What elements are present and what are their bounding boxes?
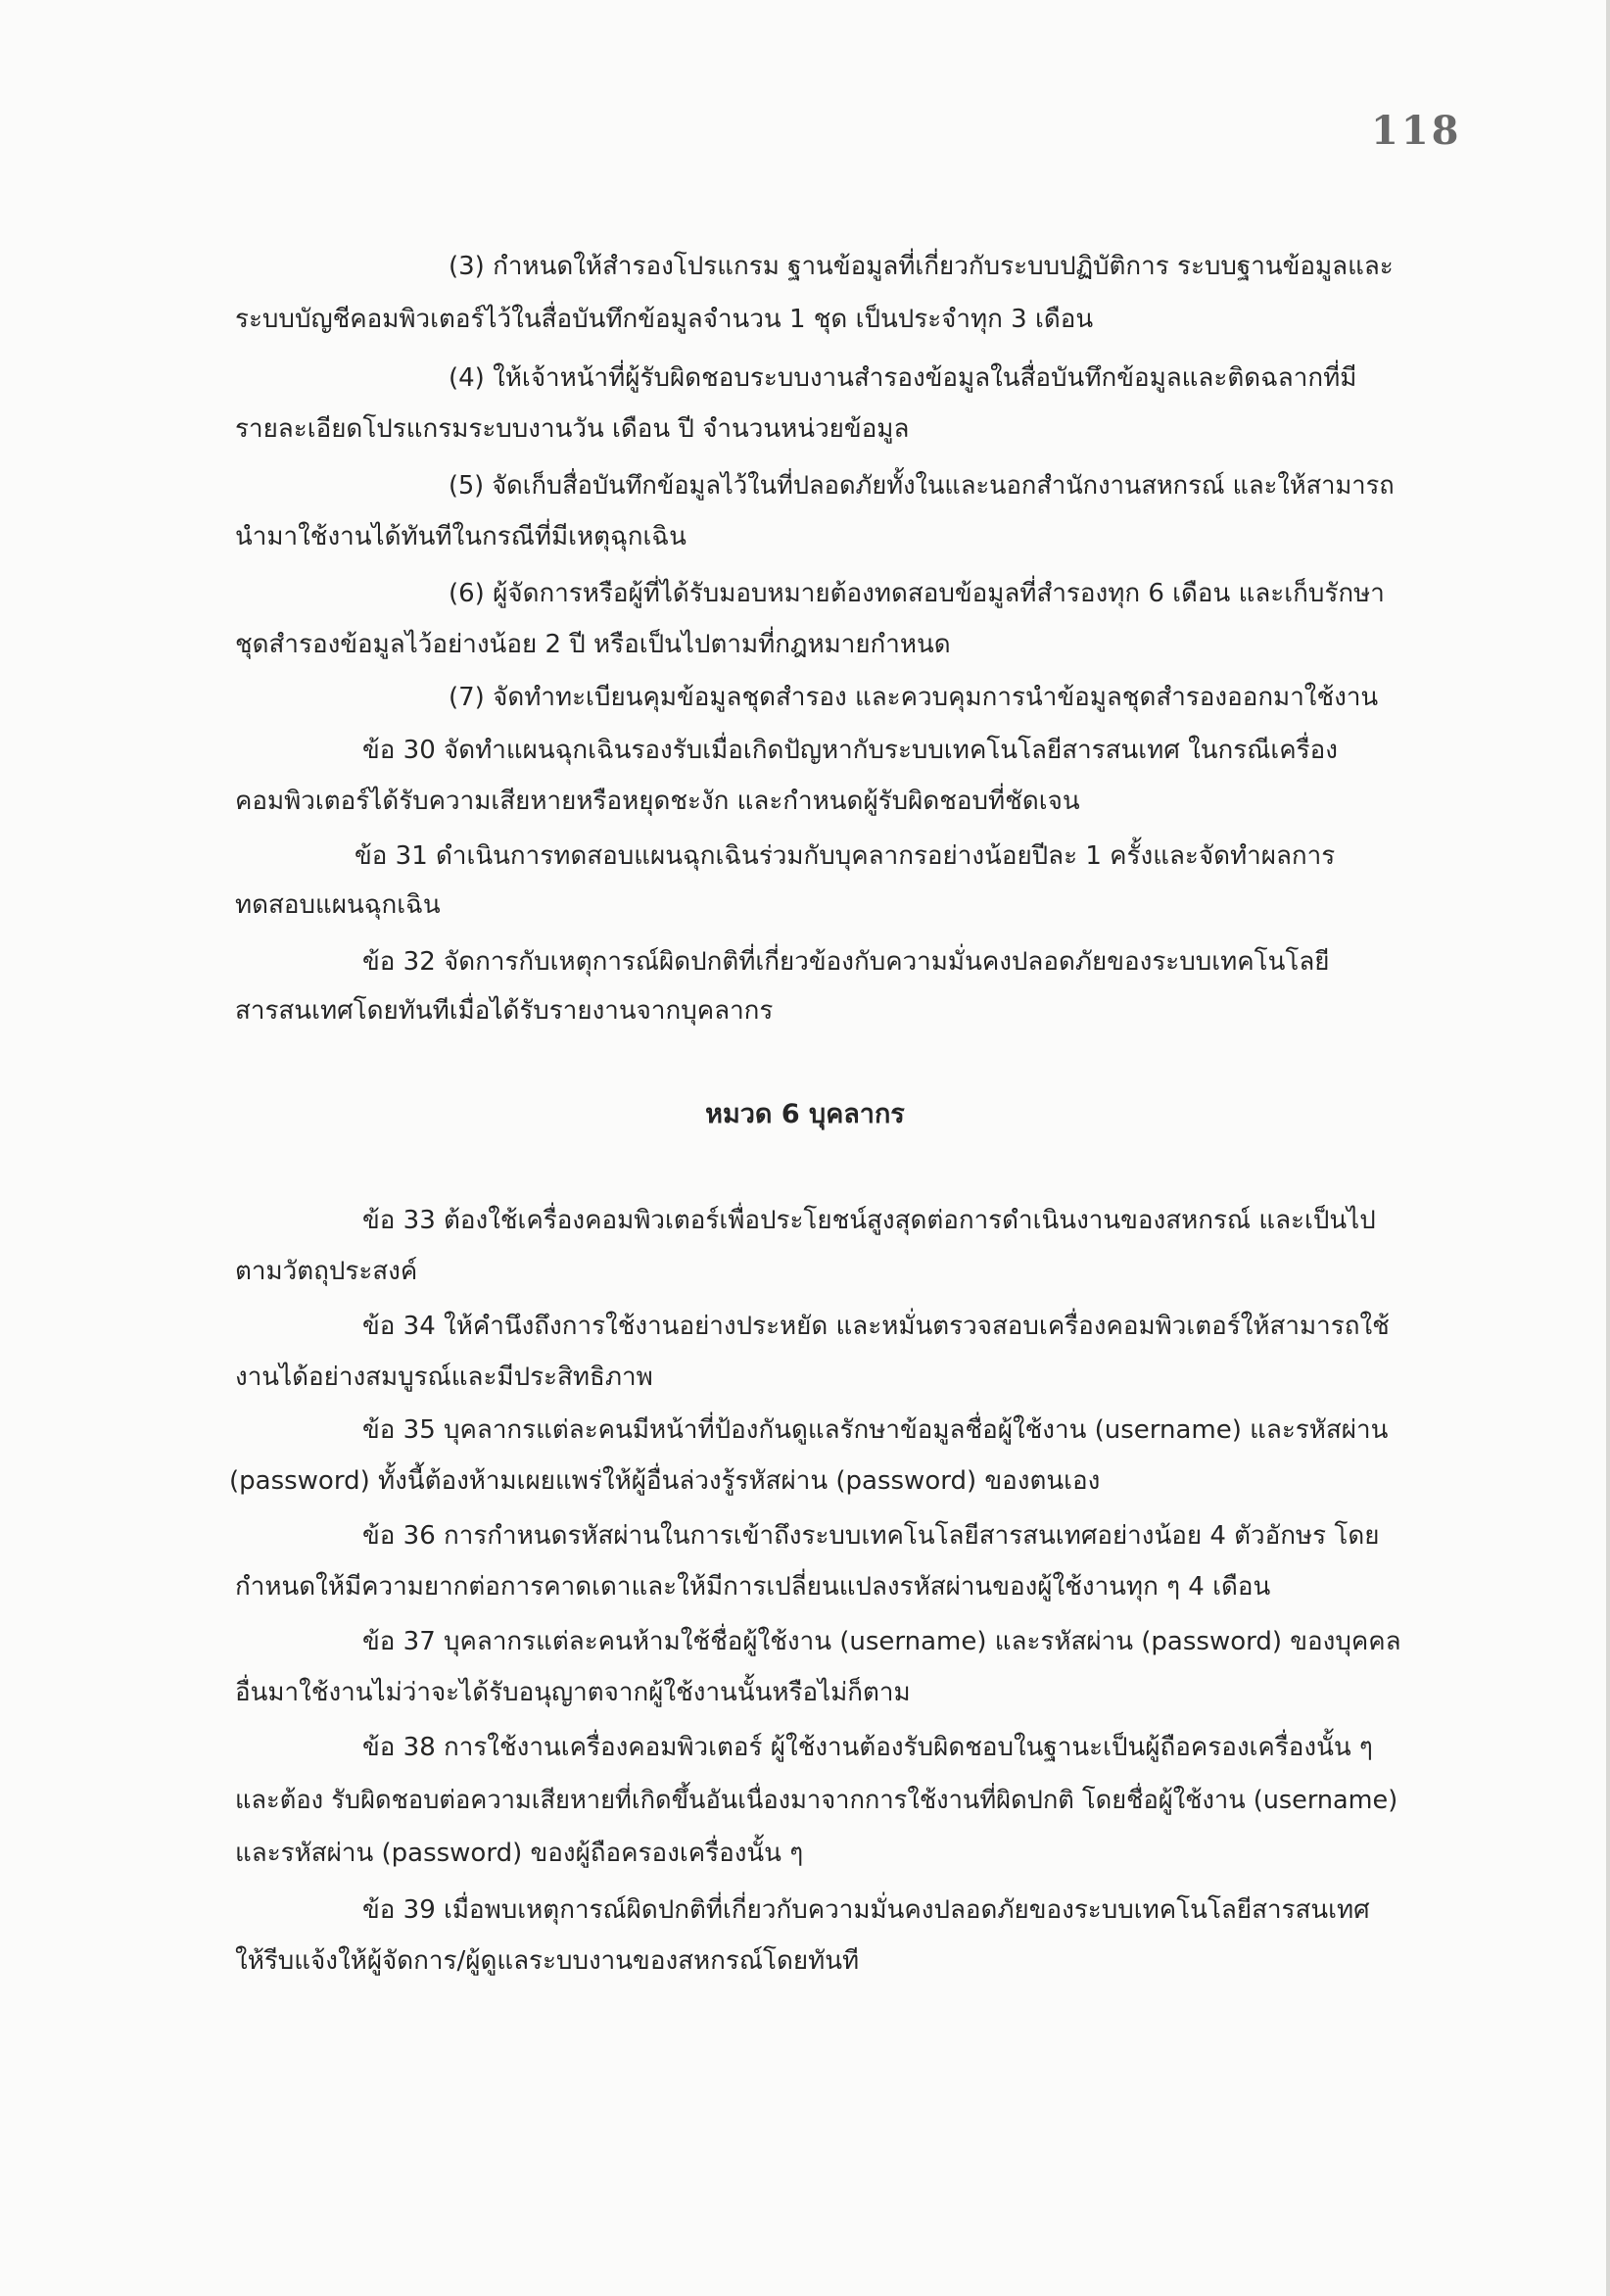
text-line: งานได้อย่างสมบูรณ์และมีประสิทธิภาพ (235, 1363, 653, 1392)
text-line: (4) ให้เจ้าหน้าที่ผู้รับผิดชอบระบบงานสำรองข้อมูลในสื่อบันทึกข้อมูลและติดฉลากที่มี (449, 363, 1357, 393)
text-line: (3) กำหนดให้สำรองโปรแกรม ฐานข้อมูลที่เกี่ยวกับระบบปฏิบัติการ ระบบฐานข้อมูลและ (449, 252, 1394, 281)
text-line: ชุดสำรองข้อมูลไว้อย่างน้อย 2 ปี หรือเป็นไปตามที่กฎหมายกำหนด (235, 630, 951, 659)
page-number: 118 (1371, 108, 1462, 154)
text-line: ระบบบัญชีคอมพิวเตอร์ไว้ในสื่อบันทึกข้อมูลจำนวน 1 ชุด เป็นประจำทุก 3 เดือน (235, 305, 1094, 334)
text-line: ให้รีบแจ้งให้ผู้จัดการ/ผู้ดูแลระบบงานของสหกรณ์โดยทันที (235, 1946, 860, 1976)
page-edge-shadow (1606, 0, 1610, 2296)
text-line: (password) ทั้งนี้ต้องห้ามเผยแพร่ให้ผู้อื่นล่วงรู้รหัสผ่าน (password) ของตนเอง (229, 1466, 1101, 1496)
text-line: นำมาใช้งานได้ทันทีในกรณีที่มีเหตุฉุกเฉิน (235, 522, 687, 551)
text-line: (7) จัดทำทะเบียนคุมข้อมูลชุดสำรอง และควบคุมการนำข้อมูลชุดสำรองออกมาใช้งาน (449, 683, 1379, 712)
text-line: และต้อง รับผิดชอบต่อความเสียหายที่เกิดขึ้นอันเนื่องมาจากการใช้งานที่ผิดปกติ โดยชื่อผู้ใช้งาน (username) (235, 1786, 1398, 1815)
text-line: ทดสอบแผนฉุกเฉิน (235, 890, 441, 920)
text-line: อื่นมาใช้งานไม่ว่าจะได้รับอนุญาตจากผู้ใช้งานนั้นหรือไม่ก็ตาม (235, 1678, 911, 1707)
clause-line: ข้อ 39 เมื่อพบเหตุการณ์ผิดปกติที่เกี่ยวกับความมั่นคงปลอดภัยของระบบเทคโนโลยีสารสนเทศ (362, 1895, 1370, 1925)
text-line: และรหัสผ่าน (password) ของผู้ถือครองเครื่องนั้น ๆ (235, 1839, 804, 1868)
clause-line: ข้อ 33 ต้องใช้เครื่องคอมพิวเตอร์เพื่อประโยชน์สูงสุดต่อการดำเนินงานของสหกรณ์ และเป็นไป (362, 1206, 1376, 1235)
text-line: (6) ผู้จัดการหรือผู้ที่ได้รับมอบหมายต้องทดสอบข้อมูลที่สำรองทุก 6 เดือน และเก็บรักษา (449, 579, 1385, 608)
text-line: ตามวัตถุประสงค์ (235, 1257, 418, 1286)
clause-line: ข้อ 38 การใช้งานเครื่องคอมพิวเตอร์ ผู้ใช้งานต้องรับผิดชอบในฐานะเป็นผู้ถือครองเครื่องนั้น ๆ (362, 1733, 1373, 1762)
clause-line: ข้อ 30 จัดทำแผนฉุกเฉินรองรับเมื่อเกิดปัญหากับระบบเทคโนโลยีสารสนเทศ ในกรณีเครื่อง (362, 736, 1338, 765)
clause-line: ข้อ 31 ดำเนินการทดสอบแผนฉุกเฉินร่วมกับบุคลากรอย่างน้อยปีละ 1 ครั้งและจัดทำผลการ (355, 841, 1336, 871)
text-line: คอมพิวเตอร์ได้รับความเสียหายหรือหยุดชะงัก และกำหนดผู้รับผิดชอบที่ชัดเจน (235, 787, 1080, 816)
clause-line: ข้อ 34 ให้คำนึงถึงการใช้งานอย่างประหยัด และหมั่นตรวจสอบเครื่องคอมพิวเตอร์ให้สามารถใช้ (362, 1312, 1390, 1341)
clause-line: ข้อ 36 การกำหนดรหัสผ่านในการเข้าถึงระบบเทคโนโลยีสารสนเทศอย่างน้อย 4 ตัวอักษร โดย (362, 1521, 1380, 1551)
text-line: สารสนเทศโดยทันทีเมื่อได้รับรายงานจากบุคลากร (235, 996, 774, 1026)
text-line: รายละเอียดโปรแกรมระบบงานวัน เดือน ปี จำนวนหน่วยข้อมูล (235, 414, 910, 444)
clause-line: ข้อ 37 บุคลากรแต่ละคนห้ามใช้ชื่อผู้ใช้งาน (username) และรหัสผ่าน (password) ของบุคคล (362, 1627, 1401, 1656)
text-line: กำหนดให้มีความยากต่อการคาดเดาและให้มีการเปลี่ยนแปลงรหัสผ่านของผู้ใช้งานทุก ๆ 4 เดือน (235, 1572, 1271, 1602)
clause-line: ข้อ 35 บุคลากรแต่ละคนมีหน้าที่ป้องกันดูแลรักษาข้อมูลชื่อผู้ใช้งาน (username) และรหัสผ่าน (362, 1415, 1389, 1445)
section-heading: หมวด 6 บุคลากร (705, 1099, 905, 1129)
text-line: (5) จัดเก็บสื่อบันทึกข้อมูลไว้ในที่ปลอดภัยทั้งในและนอกสำนักงานสหกรณ์ และให้สามารถ (449, 471, 1395, 501)
clause-line: ข้อ 32 จัดการกับเหตุการณ์ผิดปกติที่เกี่ยวข้องกับความมั่นคงปลอดภัยของระบบเทคโนโลยี (362, 947, 1330, 977)
